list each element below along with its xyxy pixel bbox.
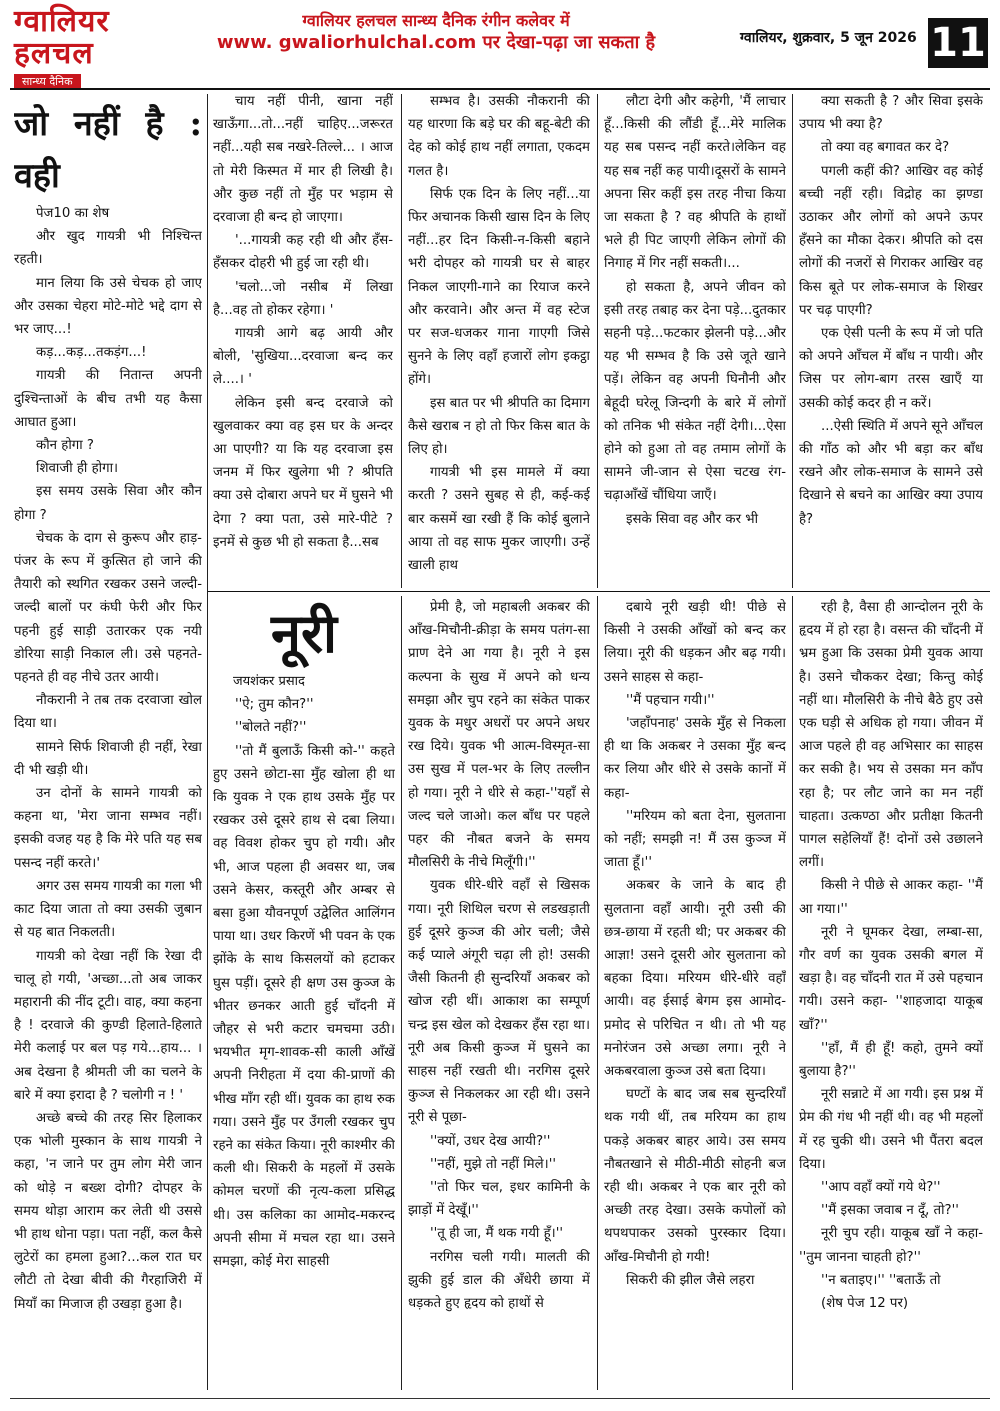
paragraph: रही है, वैसा ही आन्दोलन नूरी के हृदय में हो रहा है। वसन्त की चाँदनी में भ्रम हुआ कि उसका प्रेमी युवक आया है। उसने चौककर देखा; किन्तु कोई नहीं था। मौलसिरी के नीचे बैठे हुए उसे एक घड़ी से अधिक हो गया। जीवन में आज पहले ही वह अभिसार का साहस कर सकी है। भय से उसका मन काँप रहा है; पर लौट जाने का मन नहीं चाहता। उत्कण्ठा और प्रतीक्षा कितनी पागल सहेलियाँ हैं! दोनों उसे उछालने लगीं। (799, 600, 983, 871)
story2-column-4 (604, 596, 786, 1386)
paragraph: सिर्फ एक दिन के लिए नहीं...या फिर अचानक किसी खास दिन के लिए नहीं...हर दिन किसी-न-किसी बहाने भरी दोपहर को गायत्री घर से बाहर निकल जाएगी-गाने का रियाज करने और करवाने। और अन्त में वह स्टेज पर सज-धजकर गाना गाएगी जिसे सुनने के लिए वहाँ हजारों लोग इकट्ठा होंगे। (408, 186, 590, 388)
newspaper-logo (14, 6, 164, 89)
paragraph: शिवाजी ही होगा। (36, 461, 119, 477)
story2-column-5 (799, 596, 983, 1386)
paragraph: एक ऐसी पत्नी के रूप में जो पति को अपने आँचल में बाँध न पायी। और जिस पर लोग-बाग तरस खाएँ या उसकी कोई कदर ही न करें। (799, 326, 983, 411)
story2-column-2 (213, 596, 395, 1386)
story1-title: जो नहीं है : वही (14, 104, 202, 196)
paragraph: युवक धीरे-धीरे वहाँ से खिसक गया। नूरी शिथिल चरण से लडखड़ाती हुई दूसरे कुञ्ज की ओर चली; जैसे कई प्याले अंगूरी चढ़ा ली हो! उसकी जैसी कितनी ही सुन्दरियाँ अकबर को खोज रही थीं। आकाश का सम्पूर्ण चन्द्र इस खेल को देखकर हँस रहा था। नूरी अब किसी कुञ्ज में घुसने का साहस नहीं रखती थी। नरगिस दूसरे कुञ्ज से निकलकर आ रही थी। उसने नूरी से पूछा- (408, 878, 590, 1126)
story1-column-3 (408, 90, 590, 588)
paragraph: गायत्री भी इस मामले में क्या करती ? उसने सुबह से ही, कई-कई बार कसमें खा रखी हैं कि कोई बुलाने आया तो वह साफ मुकर जाएगी। उन्हें खाली हाथ (408, 465, 590, 574)
paragraph: इसके सिवा वह और कर भी (626, 511, 759, 527)
promo-line-2: www. gwaliorhulchal.com पर देखा-पढ़ा जा सकता है (216, 32, 656, 53)
column-divider (597, 596, 598, 1390)
paragraph: अच्छे बच्चे की तरह सिर हिलाकर एक भोली मुस्कान के साथ गायत्री ने कहा, 'न जाने पर तुम लोग मेरी जान को थोड़े न बख्श दोगी? दोपहर के समय थोड़ा आराम कर लेती थी उससे भी हाथ धोना पड़ा। पता नहीं, कल कैसे लुटेरों का हमला हुआ?...कल रात घर लौटी तो देखा बीवी की गैरहाजिरी में मियाँ का मिजाज ही उखड़ा हुआ है। (14, 1110, 202, 1312)
paragraph: ''नहीं, मुझे तो नहीं मिले।'' (430, 1156, 557, 1172)
paragraph: मान लिया कि उसे चेचक हो जाए और उसका चेहरा मोटे-मोटे भद्दे दाग से भर जाए...! (14, 275, 202, 338)
section-rule (208, 591, 990, 592)
paragraph: अकबर के जाने के बाद ही सुलताना वहाँ आयी। नूरी उसी की छत्र-छाया में रहती थी; पर अकबर की आज्ञा! उसने दूसरी ओर सुलताना को बहका दिया। मरियम धीरे-धीरे वहाँ आयी। वह ईसाई बेगम इस आमोद-प्रमोद से परिचित न थी। तो भी यह मनोरंजन उसे अच्छा लगा। नूरी ने अकबरवाला कुञ्ज उसे बता दिया। (604, 878, 786, 1080)
paragraph: गायत्री को देखा नहीं कि रेखा दी चालू हो गयी, 'अच्छा...तो अब जाकर महारानी की नींद टूटी। वाह, क्या कहना है ! दरवाजे की कुण्डी हिलाते-हिलाते मेरी कलाई पर बल पड़ गये...हाय... । अब देखना है श्रीमती जी का चलने के बारे में क्या इरादा है ? चलोगी न ! ' (14, 948, 202, 1103)
masthead (0, 0, 1000, 92)
paragraph: अगर उस समय गायत्री का गला भी काट दिया जाता तो क्या उसकी जुबान से यह बात निकलती। (14, 878, 202, 941)
paragraph: गायत्री आगे बढ़ आयी और बोली, 'सुखिया...दरवाजा बन्द कर ले....। ' (213, 326, 393, 388)
paragraph: क्या सकती है ? और सिवा इसके उपाय भी क्या है? (799, 94, 983, 133)
paragraph: 'चलो...जो नसीब में लिखा है...वह तो होकर रहेगा। ' (213, 279, 393, 318)
story1-col1-text (14, 202, 202, 1316)
column-divider (401, 596, 402, 1390)
paragraph: नूरी चुप रही। याकूब खाँ ने कहा-''तुम जानना चाहती हो?'' (799, 1226, 983, 1265)
paragraph: सम्भव है। उसकी नौकरानी की यह धारणा कि बड़े घर की बहू-बेटी की देह को कोई हाथ नहीं लगाता, एकदम गलत है। (408, 94, 590, 179)
paragraph: पेज10 का शेष (36, 206, 110, 221)
column-divider (792, 596, 793, 1390)
paragraph: हो सकता है, अपने जीवन को इसी तरह तबाह कर देना पड़े...दुतकार सहनी पड़े...फटकार झेलनी पड़े...और यह भी सम्भव है कि उसे जूते खाने पड़ें। लेकिन वह अपनी घिनौनी और बेहूदी घरेलू जिन्दगी के बारे में लोगों को तनिक भी संकेत नहीं देगी।...ऐसा होने को हुआ तो वह तमाम लोगों के सामने जी-जान से ऐसा चटख रंग-चढ़ाआँखें चौंधिया जाएँ। (604, 279, 786, 504)
paragraph: ''आप वहाँ क्यों गये थे?'' (821, 1180, 941, 1196)
paragraph: नौकरानी ने तब तक दरवाजा खोल दिया था। (14, 693, 202, 732)
dateline: ग्वालियर, शुक्रवार, 5 जून 2026 (740, 30, 917, 46)
paragraph: चाय नहीं पीनी, खाना नहीं खाऊँगा...तो...नहीं चाहिए...जरूरत नहीं...यही सब नखरे-तिल्ले... । आज तो मेरी किस्मत में मार ही लिखी है। और कुछ नहीं तो मुँह पर भड़ाम से दरवाजा ही बन्द हो जाएगा। (213, 94, 393, 226)
story1-column-2 (213, 90, 393, 588)
story1-column-4 (604, 90, 786, 588)
story2-column-3 (408, 596, 590, 1386)
paragraph: ''तू ही जा, मैं थक गयी हूँ।'' (430, 1226, 564, 1242)
logo-tagline: सान्ध्य दैनिक (14, 74, 81, 89)
story2-author: जयशंकर प्रसाद (233, 674, 305, 689)
paragraph: सामने सिर्फ शिवाजी ही नहीं, रेखा दी भी खड़ी थी। (14, 739, 202, 778)
paragraph: कौन होगा ? (36, 438, 94, 454)
paragraph: तो क्या वह बगावत कर दे? (821, 140, 950, 156)
paragraph: घण्टों के बाद जब सब सुन्दरियाँ थक गयी थीं, तब मरियम का हाथ पकड़े अकबर बाहर आये। उस समय नौबतखाने से मीठी-मीठी सोहनी बज रही थी। अकबर ने एक बार नूरी को अच्छी तरह देखा। उसके कपोलों को थपथपाकर उसको पुरस्कार दिया। आँख-मिचौनी हो गयी! (604, 1087, 786, 1265)
paragraph: लेकिन इसी बन्द दरवाजे को खुलवाकर क्या वह इस घर के अन्दर आ पाएगी? या कि यह दरवाजा इस जनम में फिर खुलेगा भी ? श्रीपति क्या उसे दोबारा अपने घर में घुसने भी देगा ? क्या पता, उसे मारे-पीटे ? इनमें से कुछ भी हो सकता है...सब (213, 395, 393, 550)
paragraph: इस बात पर भी श्रीपति का दिमाग कैसे खराब न हो तो फिर किस बात के लिए हो। (408, 395, 590, 458)
promo-line-1: ग्वालियर हलचल सान्ध्य दैनिक रंगीन कलेवर में (302, 11, 570, 30)
paragraph: (शेष पेज 12 पर) (821, 1296, 909, 1312)
column-divider (207, 94, 208, 1390)
page-number-badge: 11 (928, 18, 988, 68)
paragraph: चेचक के दाग से कुरूप और हाड़-पंजर के रूप में कुत्सित हो जाने की तैयारी को स्थगित रखकर उसने जल्दी-जल्दी बालों पर कंघी फेरी और फिर पहनी हुई साड़ी उतारकर एक नयी डोरिया साड़ी निकाल ली। उसे पहनते-पहनते ही वह नीचे उतर आयी। (14, 530, 202, 686)
paragraph: 'जहाँपनाह' उसके मुँह से निकला ही था कि अकबर ने उसका मुँह बन्द कर लिया और धीरे से उसके कानों में कहा- (604, 716, 786, 801)
story1-column-5 (799, 90, 983, 588)
paragraph: ''तो मैं बुलाऊँ किसी को-'' कहते हुए उसने छोटा-सा मुँह खोला ही था कि युवक ने एक हाथ उसके मुँह पर रखकर उसे दूसरे हाथ से दबा लिया। वह विवश होकर चुप हो गयी। और भी, आज पहला ही अवसर था, जब उसने केसर, कस्तूरी और अम्बर से बसा हुआ यौवनपूर्ण उद्वेलित आलिंगन पाया था। उधर किरणें भी पवन के एक झोंके के साथ किसलयों को हटाकर घुस पड़ीं। दूसरे ही क्षण उस कुञ्ज के भीतर छनकर आती हुई चाँदनी में जौहर से भरी कटार चमचमा उठी। भयभीत मृग-शावक-सी काली आँखें अपनी निरीहता में दया की-प्राणों की भीख माँग रही थीं। युवक का हाथ रुक गया। उसने मुँह पर उँगली रखकर चुप रहने का संकेत किया। नूरी काश्मीर की कली थी। सिकरी के महलों में उसके कोमल चरणों की नृत्य-कला प्रसिद्ध थी। उस कलिका का आमोद-मकरन्द अपनी सीमा में मचल रहा था। उसने समझा, कोई मेरा साहसी (213, 743, 395, 1270)
footer-rule (10, 1398, 990, 1399)
logo-line-2: हलचल (14, 36, 94, 71)
paragraph: '...गायत्री कह रही थी और हँस-हँसकर दोहरी भी हुई जा रही थी। (213, 233, 393, 272)
paragraph: ''मैं पहचान गयी।'' (626, 692, 715, 708)
paragraph: नूरी सन्नाटे में आ गयी। इस प्रश्न में प्रेम की गंध भी नहीं थी। वह भी महलों में रह चुकी थी। उसने भी पैंतरा बदल दिया। (799, 1087, 983, 1172)
paragraph: लौटा देगी और कहेगी, 'मैं लाचार हूँ...किसी की लौंडी हूँ...मेरे मालिक यह सब पसन्द नहीं करते।लेकिन वह यह सब नहीं कह पायी।दूसरों के सामने अपना सिर कहीं इस तरह नीचा किया जा सकता है ? वह श्रीपति के हाथों भले ही पिट जाएगी लेकिन लोगों की निगाह में गिर नहीं सकती।... (604, 94, 786, 272)
paragraph: कड़...कड़...तकड़ंग...! (36, 345, 147, 361)
paragraph: ''मरियम को बता देना, सुलताना को नहीं; समझी न! मैं उस कुञ्ज में जाता हूँ।'' (604, 808, 786, 871)
paragraph: ''क्यों, उधर देख आयी?'' (430, 1133, 551, 1149)
promo-banner (176, 10, 696, 54)
column-divider (792, 94, 793, 588)
column-divider (401, 94, 402, 588)
paragraph: ''मैं इसका जवाब न दूँ, तो?'' (821, 1203, 959, 1219)
paragraph: पगली कहीं की? आखिर वह कोई बच्ची नहीं रही। विद्रोह का झण्डा उठाकर और लोगों को अपने ऊपर हँसने का मौका देकर। श्रीपति को दस लोगों की नजरों से गिराकर आखिर वह किस बूते पर लोक-समाज के शिखर पर चढ़ पाएगी? (799, 163, 983, 318)
paragraph: प्रेमी है, जो महाबली अकबर की आँख-मिचौनी-क्रीड़ा के समय पतंग-सा प्राण देने आ गया है। नूरी ने इस कल्पना के सुख में अपने को धन्य समझा और चुप रहने का संकेत पाकर युवक के मधुर अधरों पर अपने अधर रख दिये। युवक भी आत्म-विस्मृत-सा उस सुख में पल-भर के लिए तल्लीन हो गया। नूरी ने धीरे से कहा-''यहाँ से जल्द चले जाओ। कल बाँध पर पहले पहर की नौबत बजने के समय मौलसिरी के नीचे मिलूँगी।'' (408, 600, 590, 871)
column-divider (597, 94, 598, 588)
paragraph: ''बोलते नहीं?'' (235, 720, 307, 736)
story1-column-1 (14, 98, 202, 1388)
logo-line-1: ग्वालियर (14, 4, 110, 39)
paragraph: नूरी ने घूमकर देखा, लम्बा-सा, गौर वर्ण का युवक उसकी बगल में खड़ा है। वह चाँदनी रात में उसे पहचान गयी। उसने कहा- ''शाहजादा याकूब खाँ?'' (799, 924, 983, 1033)
paragraph: सिकरी की झील जैसे लहरा (626, 1272, 755, 1288)
paragraph: ''तो फिर चल, इधर कामिनी के झाड़ों में देखूँ।'' (408, 1180, 590, 1219)
paragraph: ...ऐसी स्थिति में अपने सूने आँचल की गाँठ को और भी बड़ा कर बाँध रखने और लोक-समाज के सामने उसे दिखाने से बचने का आखिर क्या उपाय है? (799, 418, 983, 527)
story2-title: नूरी (270, 601, 338, 665)
paragraph: उन दोनों के सामने गायत्री को कहना था, 'मेरा जाना सम्भव नहीं। इसकी वजह यह है कि मेरे पति यह सब पसन्द नहीं करते।' (14, 786, 202, 871)
paragraph: ''न बताइए।'' ''बताऊँ तो (821, 1272, 941, 1288)
paragraph: ''हाँ, मैं ही हूँ! कहो, तुमने क्यों बुलाया है?'' (799, 1040, 983, 1080)
paragraph: दबाये नूरी खड़ी थी! पीछे से किसी ने उसकी आँखों को बन्द कर लिया। नूरी की धड़कन और बढ़ गयी। उसने साहस से कहा- (604, 600, 786, 685)
paragraph: ''ऐ; तुम कौन?'' (235, 697, 314, 713)
paragraph: किसी ने पीछे से आकर कहा- ''मैं आ गया।'' (799, 878, 983, 917)
paragraph: गायत्री की नितान्त अपनी दुश्चिन्ताओं के बीच तभी यह कैसा आघात हुआ। (14, 368, 202, 430)
paragraph: और खुद गायत्री भी निश्चिन्त रहती। (14, 229, 202, 268)
paragraph: इस समय उसके सिवा और कौन होगा ? (14, 484, 202, 523)
paragraph: नरगिस चली गयी। मालती की झुकी हुई डाल की अँधेरी छाया में धड़कते हुए हृदय को हाथों से (408, 1249, 590, 1312)
